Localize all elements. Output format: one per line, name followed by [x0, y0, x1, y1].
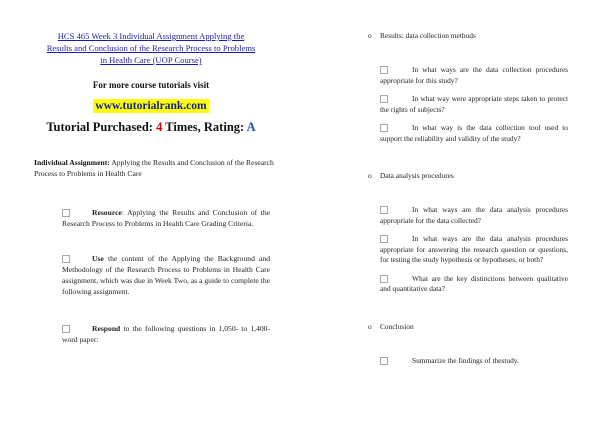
- assignment-heading: [28, 157, 274, 179]
- purchase-stats: [28, 120, 274, 135]
- checkbox-icon: [380, 205, 388, 214]
- checkbox-icon: [380, 123, 388, 132]
- list-item: [368, 94, 568, 115]
- section-heading-conclusion: [368, 321, 568, 332]
- checkbox-icon: [380, 274, 388, 283]
- list-item-text: What are the key distinctions between qualitative and quantitative data?: [380, 273, 568, 293]
- checkbox-icon: [62, 324, 70, 333]
- section-title: Results: data collection methods: [380, 31, 476, 40]
- purchased-label: Tutorial Purchased:: [46, 120, 157, 134]
- resource-bullet: [28, 207, 274, 229]
- list-item-text: In what way is the data collection tool used to support the reliability and validity of the study?: [380, 123, 568, 143]
- checkbox-icon: [380, 94, 388, 103]
- list-item-text: In what ways are the data collection procedures appropriate for this study?: [380, 65, 568, 85]
- assignment-text: Applying the Results and Conclusion of the Research Process to Problems in Health Care: [34, 158, 274, 178]
- checkbox-icon: [62, 254, 70, 263]
- section-title: Data analysis procedures: [380, 171, 454, 180]
- respond-bullet: [28, 323, 274, 345]
- respond-text: to the following questions in 1,050- to 1,400-word paper:: [62, 324, 270, 344]
- checkbox-icon: [380, 356, 388, 365]
- list-item-text: In what way were appropriate steps taken to protect the rights of subjects?: [380, 94, 568, 114]
- left-column: [28, 30, 274, 345]
- checkbox-icon: [380, 234, 388, 243]
- resource-label: Resource: [92, 208, 122, 217]
- title-line-1[interactable]: HCS 465 Week 3 Individual Assignment Applying the: [57, 31, 245, 41]
- resource-text: : Applying the Results and Conclusion of the Research Process to Problems in Health Care Grading Criteria.: [62, 208, 270, 228]
- title-line-3[interactable]: in Health Care (UOP Course): [100, 55, 202, 65]
- checkbox-icon: [62, 208, 70, 217]
- checkbox-icon: [380, 65, 388, 74]
- bullet-o-icon: o: [368, 321, 372, 331]
- list-item-text: Summarize the findings of thestudy.: [412, 355, 519, 365]
- list-item-text: In what ways are the data analysis procedures appropriate for answering the research question or questions, for testing the study hypothesis or hypotheses, or both?: [380, 234, 568, 264]
- document-title-link[interactable]: [28, 30, 274, 66]
- list-item: [368, 234, 568, 266]
- respond-label: Respond: [92, 324, 121, 333]
- right-column: [368, 30, 568, 366]
- list-item: [368, 356, 568, 367]
- list-item: [368, 123, 568, 144]
- section-title: Conclusion: [380, 321, 414, 331]
- rating-label: Times, Rating:: [162, 120, 247, 134]
- purchased-count: 4: [156, 120, 163, 134]
- bullet-o-icon: o: [368, 31, 372, 40]
- use-bullet: [28, 253, 274, 297]
- section-heading-analysis: [368, 170, 568, 181]
- promo-text: For more course tutorials visit: [92, 80, 210, 90]
- site-link[interactable]: www.tutorialrank.com: [95, 100, 207, 112]
- list-item: [368, 274, 568, 295]
- title-line-2[interactable]: Results and Conclusion of the Research Process to Problems: [46, 43, 256, 53]
- list-item-text: In what ways are the data analysis procedures appropriate for the data collected?: [380, 205, 568, 225]
- use-text: the content of the Applying the Background and Methodology of the Research Process to Problems in Health Care assignment, which was due in Week Two, as a guide to complete the following assignment.: [62, 254, 270, 296]
- list-item: [368, 65, 568, 86]
- bullet-o-icon: o: [368, 171, 372, 180]
- list-item: [368, 205, 568, 226]
- assignment-label: Individual Assignment:: [34, 158, 110, 167]
- rating-value: A: [246, 120, 256, 134]
- use-label: Use: [92, 254, 104, 263]
- section-heading-results: [368, 30, 568, 41]
